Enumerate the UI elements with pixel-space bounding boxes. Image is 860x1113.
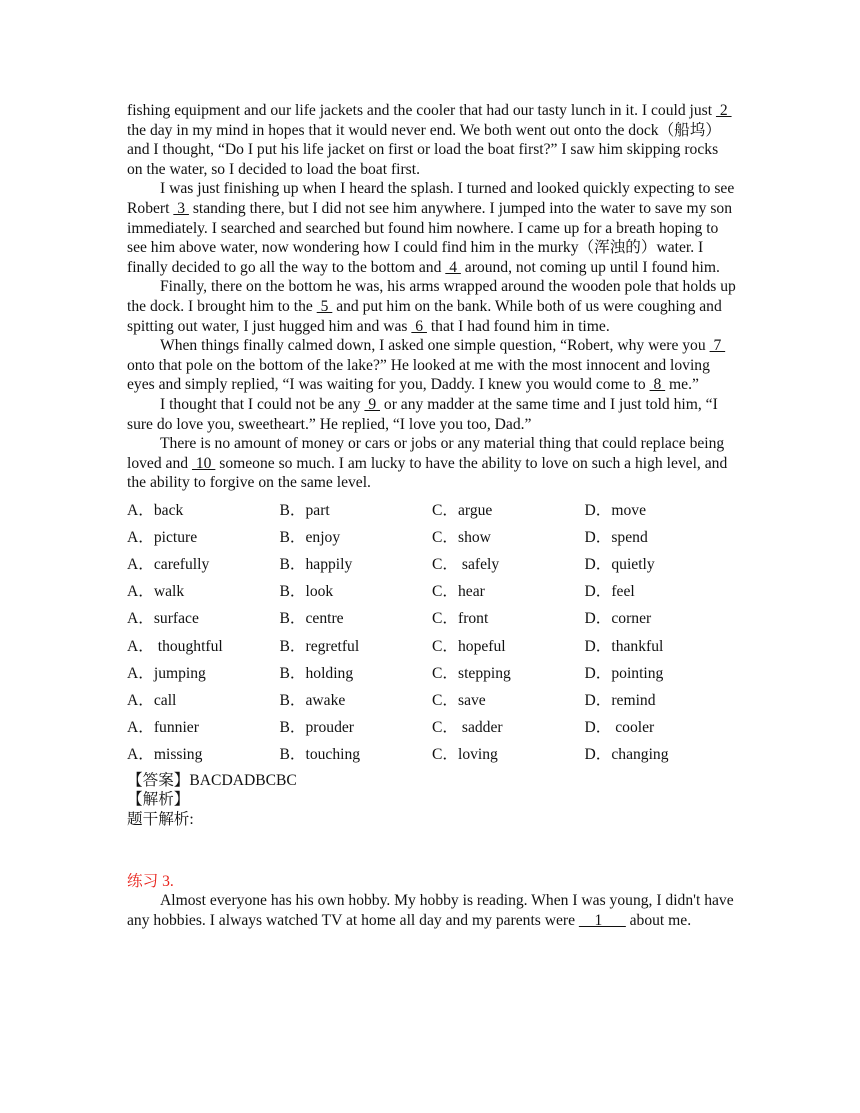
option-b: B．regretful <box>279 637 360 655</box>
passage-text: someone so much. I am lucky to have the ability to love on such a high level, and the ability to forgive on the same level. <box>127 454 728 492</box>
exercise-3-paragraph <box>127 891 737 930</box>
option-row <box>127 687 737 714</box>
blank-7: 7 <box>709 337 726 355</box>
option-c: C．save <box>432 691 486 709</box>
option-a: A．jumping <box>127 664 206 682</box>
passage-text: standing there, but I did not see him anywhere. I jumped into the water to save my son immediately. I searched and searched but found him nowhere. I came up for a breath hoping to see him above water, now wondering how I could find him in the murky（浑浊的）water. I finally decided to go all the way to the bottom and <box>127 199 732 276</box>
option-a: A．picture <box>127 528 198 546</box>
blank-2: 2 <box>715 102 732 119</box>
passage-text: fishing equipment and our life jackets and the cooler that had our tasty lunch in it. I could just <box>127 102 716 119</box>
passage-text: or any madder at the same time and I just told him, “I sure do love you, sweetheart.” He replied, “I love you too, Dad.” <box>127 395 718 433</box>
option-row <box>127 551 737 578</box>
option-c: C．hopeful <box>432 637 506 655</box>
option-a: A．walk <box>127 583 185 601</box>
passage-text: around, not coming up until I found him. <box>460 258 720 276</box>
passage-text: onto that pole on the bottom of the lake?” He looked at me with the most innocent and loving eyes and simply replied, “I was waiting for you, Daddy. I knew you would come to <box>127 356 710 394</box>
option-d: D．pointing <box>584 664 664 682</box>
option-a: A．missing <box>127 746 203 764</box>
blank-5: 5 <box>316 297 333 315</box>
option-a: A．back <box>127 501 184 519</box>
blank-8: 8 <box>649 376 666 394</box>
passage-paragraph <box>127 101 737 179</box>
passage-paragraph <box>127 434 737 493</box>
option-d: D．move <box>584 501 646 519</box>
option-c: C．show <box>432 528 491 546</box>
passage-paragraph <box>127 336 737 395</box>
passage-text: I was just finishing up when I heard the splash. I turned and looked quickly expecting to see Robert <box>127 180 735 217</box>
option-b: B．part <box>279 501 330 519</box>
option-b: B．holding <box>279 664 354 682</box>
option-d: D．thankful <box>584 637 664 655</box>
passage-text: the day in my mind in hopes that it would never end. We both went out onto the dock（船坞）and I thought, “Do I put his life jacket on first or load the boat first?” I saw him skipping rocks on the water, so I decided to load the boat first. <box>127 121 721 178</box>
blank-6: 6 <box>411 317 427 335</box>
option-c: C．loving <box>432 746 498 764</box>
blank-10: 10 <box>191 454 216 472</box>
passage-text: and put him on the bank. While both of us were coughing and spitting out water, I just hugged him and was <box>127 297 722 335</box>
option-a: A．carefully <box>127 556 210 574</box>
passage-text: I thought that I could not be any <box>160 395 365 413</box>
option-row <box>127 524 737 551</box>
option-row <box>127 606 737 633</box>
option-row <box>127 714 737 741</box>
option-d: D． cooler <box>584 719 655 737</box>
exercise3-text: Almost everyone has his own hobby. My hobby is reading. When I was young, I didn't have any hobbies. I always watched TV at home all day and my parents were <box>127 892 734 929</box>
blank-4: 4 <box>445 258 461 276</box>
option-b: B．touching <box>279 746 361 764</box>
passage-text: me.” <box>665 376 699 394</box>
option-c: C．argue <box>432 501 493 519</box>
option-b: B．happily <box>279 556 353 574</box>
exercise-title: 练习 3. <box>127 872 174 890</box>
passage-text: There is no amount of money or cars or jobs or any material thing that could replace being loved and <box>127 435 725 472</box>
option-c: C． safely <box>432 556 500 574</box>
analysis-subheading: 题干解析: <box>127 810 194 828</box>
option-b: B．awake <box>279 691 346 709</box>
analysis-heading: 【解析】 <box>127 791 190 809</box>
option-a: A．call <box>127 691 177 709</box>
option-d: D．remind <box>584 691 656 709</box>
passage <box>127 101 737 493</box>
passage-paragraph <box>127 395 737 434</box>
answer-line: 【答案】BACDADBCBC <box>127 771 297 789</box>
option-a: A．funnier <box>127 719 199 737</box>
passage-text: Finally, there on the bottom he was, his arms wrapped around the wooden pole that holds up the dock. I brought him to the <box>127 278 736 315</box>
option-d: D．feel <box>584 583 635 601</box>
option-c: C．front <box>432 610 489 628</box>
option-a: A． thoughtful <box>127 637 223 655</box>
option-b: B．enjoy <box>279 528 341 546</box>
passage-text: When things finally calmed down, I asked one simple question, “Robert, why were you <box>160 337 710 355</box>
blank-3: 3 <box>173 199 189 217</box>
passage-paragraph <box>127 277 737 336</box>
option-c: C． sadder <box>432 719 503 737</box>
option-d: D．corner <box>584 610 652 628</box>
option-b: B．centre <box>279 610 344 628</box>
option-b: B．look <box>279 583 334 601</box>
option-c: C．stepping <box>432 664 511 682</box>
option-row <box>127 497 737 524</box>
option-row <box>127 660 737 687</box>
passage-text: that I had found him in time. <box>426 317 610 335</box>
blank-9: 9 <box>364 395 381 413</box>
options-table <box>127 497 737 769</box>
document-page <box>127 101 737 930</box>
option-row <box>127 742 737 769</box>
option-c: C．hear <box>432 583 485 601</box>
option-d: D．changing <box>584 746 669 764</box>
passage-paragraph <box>127 179 737 277</box>
option-b: B．prouder <box>279 719 354 737</box>
exercise3-text: about me. <box>625 911 692 929</box>
option-a: A．surface <box>127 610 199 628</box>
option-d: D．spend <box>584 528 648 546</box>
option-d: D．quietly <box>584 556 655 574</box>
option-row <box>127 578 737 605</box>
blank-1: __1___ <box>578 911 626 929</box>
option-row <box>127 633 737 660</box>
